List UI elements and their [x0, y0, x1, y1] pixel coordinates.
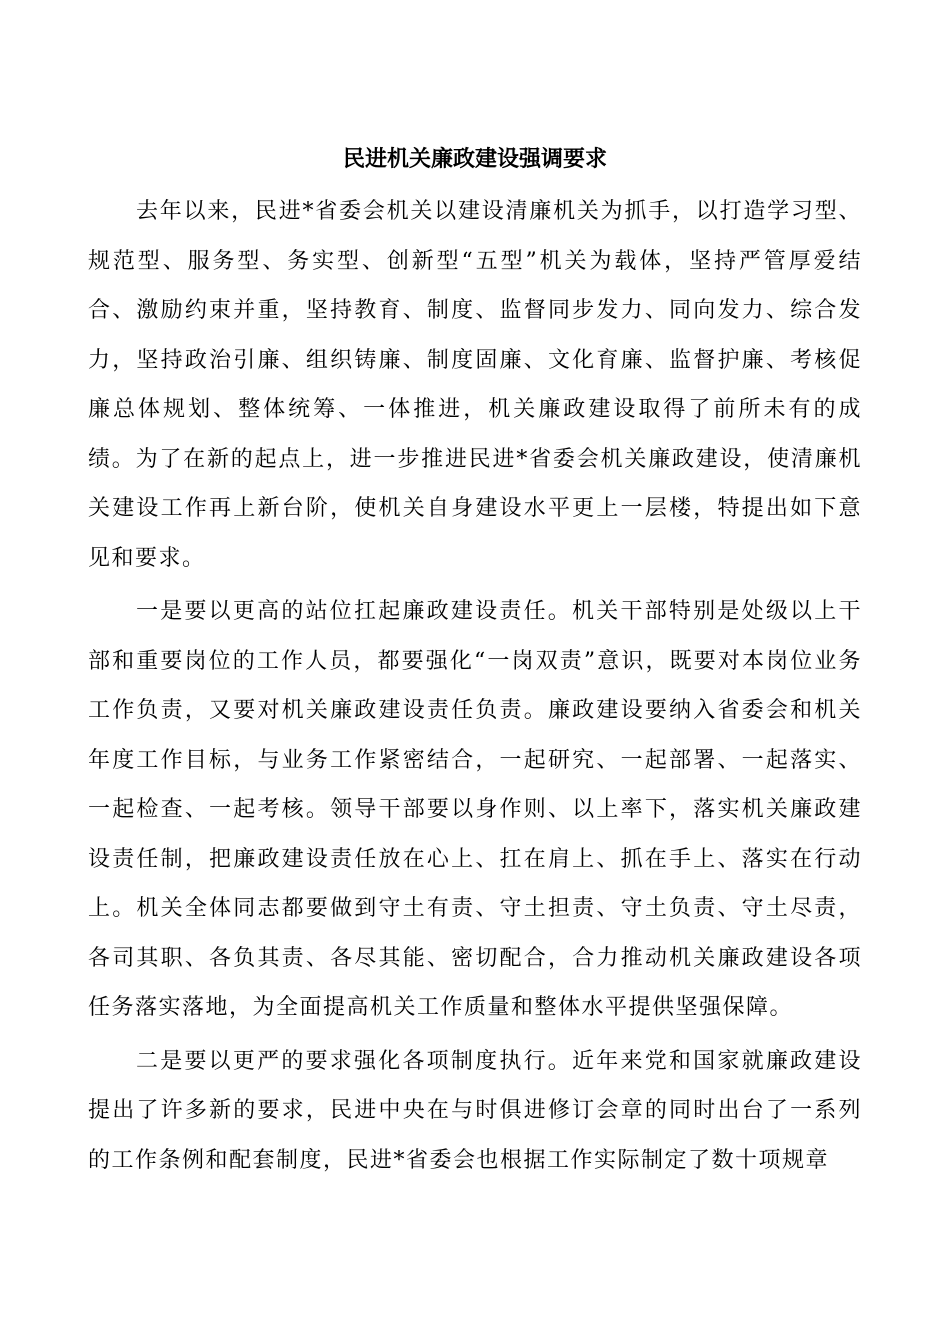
paragraph-point-one: 一是要以更高的站位扛起廉政建设责任。机关干部特别是处级以上干部和重要岗位的工作人员，都要强化“一岗双责”意识，既要对本岗位业务工作负责，又要对机关廉政建设责任负责。廉政建设要纳入省委会和机关年度工作目标，与业务工作紧密结合，一起研究、一起部署、一起落实、一起检查、一起考核。领导干部要以身作则、以上率下，落实机关廉政建设责任制，把廉政建设责任放在心上、扛在肩上、抓在手上、落实在行动上。机关全体同志都要做到守土有责、守土担责、守土负责、守土尽责，各司其职、各负其责、各尽其能、密切配合，合力推动机关廉政建设各项任务落实落地，为全面提高机关工作质量和整体水平提供坚强保障。: [88, 599, 862, 1020]
paragraph-point-two: 二是要以更严的要求强化各项制度执行。近年来党和国家就廉政建设提出了许多新的要求，民进中央在与时俱进修订会章的同时出台了一系列的工作条例和配套制度，民进*省委会也根据工作实际制定了数十项规章: [88, 1048, 862, 1173]
paragraph-intro: 去年以来，民进*省委会机关以建设清廉机关为抓手，以打造学习型、规范型、服务型、务实型、创新型“五型”机关为载体，坚持严管厚爱结合、激励约束并重，坚持教育、制度、监督同步发力、同向发力、综合发力，坚持政治引廉、组织铸廉、制度固廉、文化育廉、监督护廉、考核促廉总体规划、整体统筹、一体推进，机关廉政建设取得了前所未有的成绩。为了在新的起点上，进一步推进民进*省委会机关廉政建设，使清廉机关建设工作再上新台阶，使机关自身建设水平更上一层楼，特提出如下意见和要求。: [88, 199, 862, 571]
document-body: [88, 187, 862, 1189]
document-title: 民进机关廉政建设强调要求: [342, 146, 607, 172]
